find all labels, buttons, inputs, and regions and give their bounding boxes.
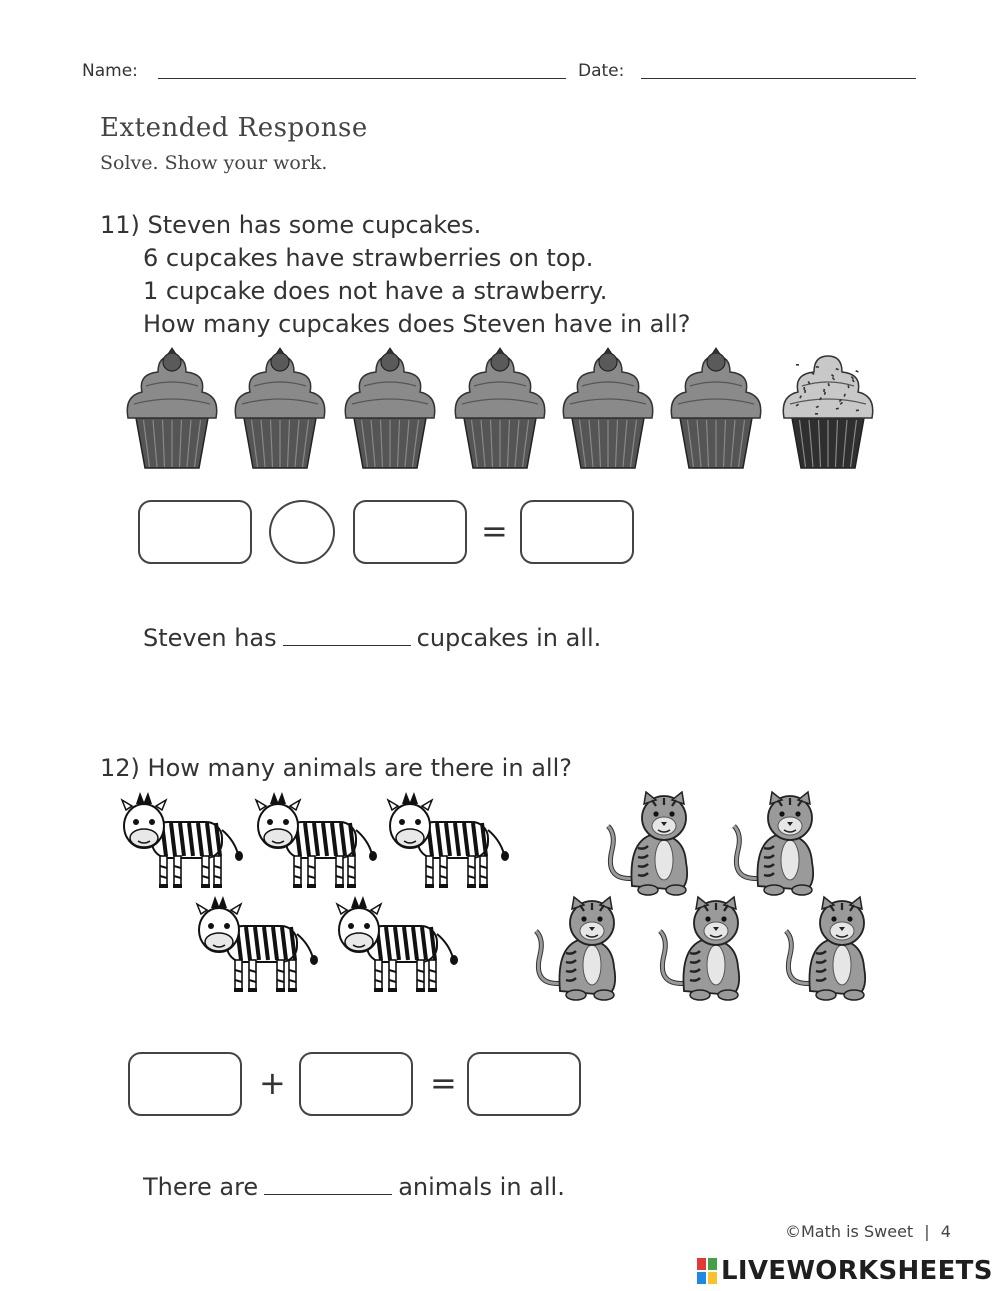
q11-equals-sign: =: [481, 512, 508, 550]
q11-line-4: How many cupcakes does Steven have in all?: [143, 310, 691, 338]
q12-answer-suffix: animals in all.: [398, 1173, 565, 1201]
tiger-icon: [734, 792, 813, 895]
tiger-icon: [536, 897, 615, 1000]
tiger-icon: [786, 897, 865, 1000]
zebra-icon: [197, 896, 318, 992]
footer-divider: |: [924, 1222, 930, 1241]
date-label: Date:: [578, 61, 625, 81]
q12-addend-2-box[interactable]: [299, 1052, 413, 1116]
q12-plus-sign: +: [259, 1064, 286, 1102]
q12-question: 12) How many animals are there in all?: [100, 754, 572, 782]
zebra-icon: [388, 792, 509, 888]
name-label: Name:: [82, 61, 138, 81]
q11-line-1: 11) Steven has some cupcakes.: [100, 211, 482, 239]
q11-line-3: 1 cupcake does not have a strawberry.: [143, 277, 608, 305]
q12-answer-blank[interactable]: [264, 1193, 392, 1195]
liveworksheets-logo-icon: [697, 1258, 717, 1284]
q12-answer-prefix: There are: [143, 1173, 259, 1201]
q11-answer-prefix: Steven has: [143, 624, 277, 652]
tiger-icon: [660, 897, 739, 1000]
page-number: 4: [940, 1222, 951, 1241]
zebra-icon: [256, 792, 377, 888]
zebra-icon: [122, 792, 243, 888]
q12-addend-1-box[interactable]: [128, 1052, 242, 1116]
liveworksheets-brand: LIVEWORKSHEETS: [721, 1256, 993, 1286]
tiger-icon: [608, 792, 687, 895]
q12-total-box[interactable]: [467, 1052, 581, 1116]
section-title: Extended Response: [100, 113, 368, 143]
footer-credit: [785, 1222, 951, 1241]
q12-equals-sign: =: [430, 1064, 457, 1102]
section-instructions: Solve. Show your work.: [100, 152, 328, 174]
q11-answer-suffix: cupcakes in all.: [416, 624, 602, 652]
q11-line-2: 6 cupcakes have strawberries on top.: [143, 244, 594, 272]
q12-answer-sentence: [143, 1173, 565, 1201]
credit-text: ©Math is Sweet: [785, 1222, 914, 1241]
zebra-icon: [337, 896, 458, 992]
